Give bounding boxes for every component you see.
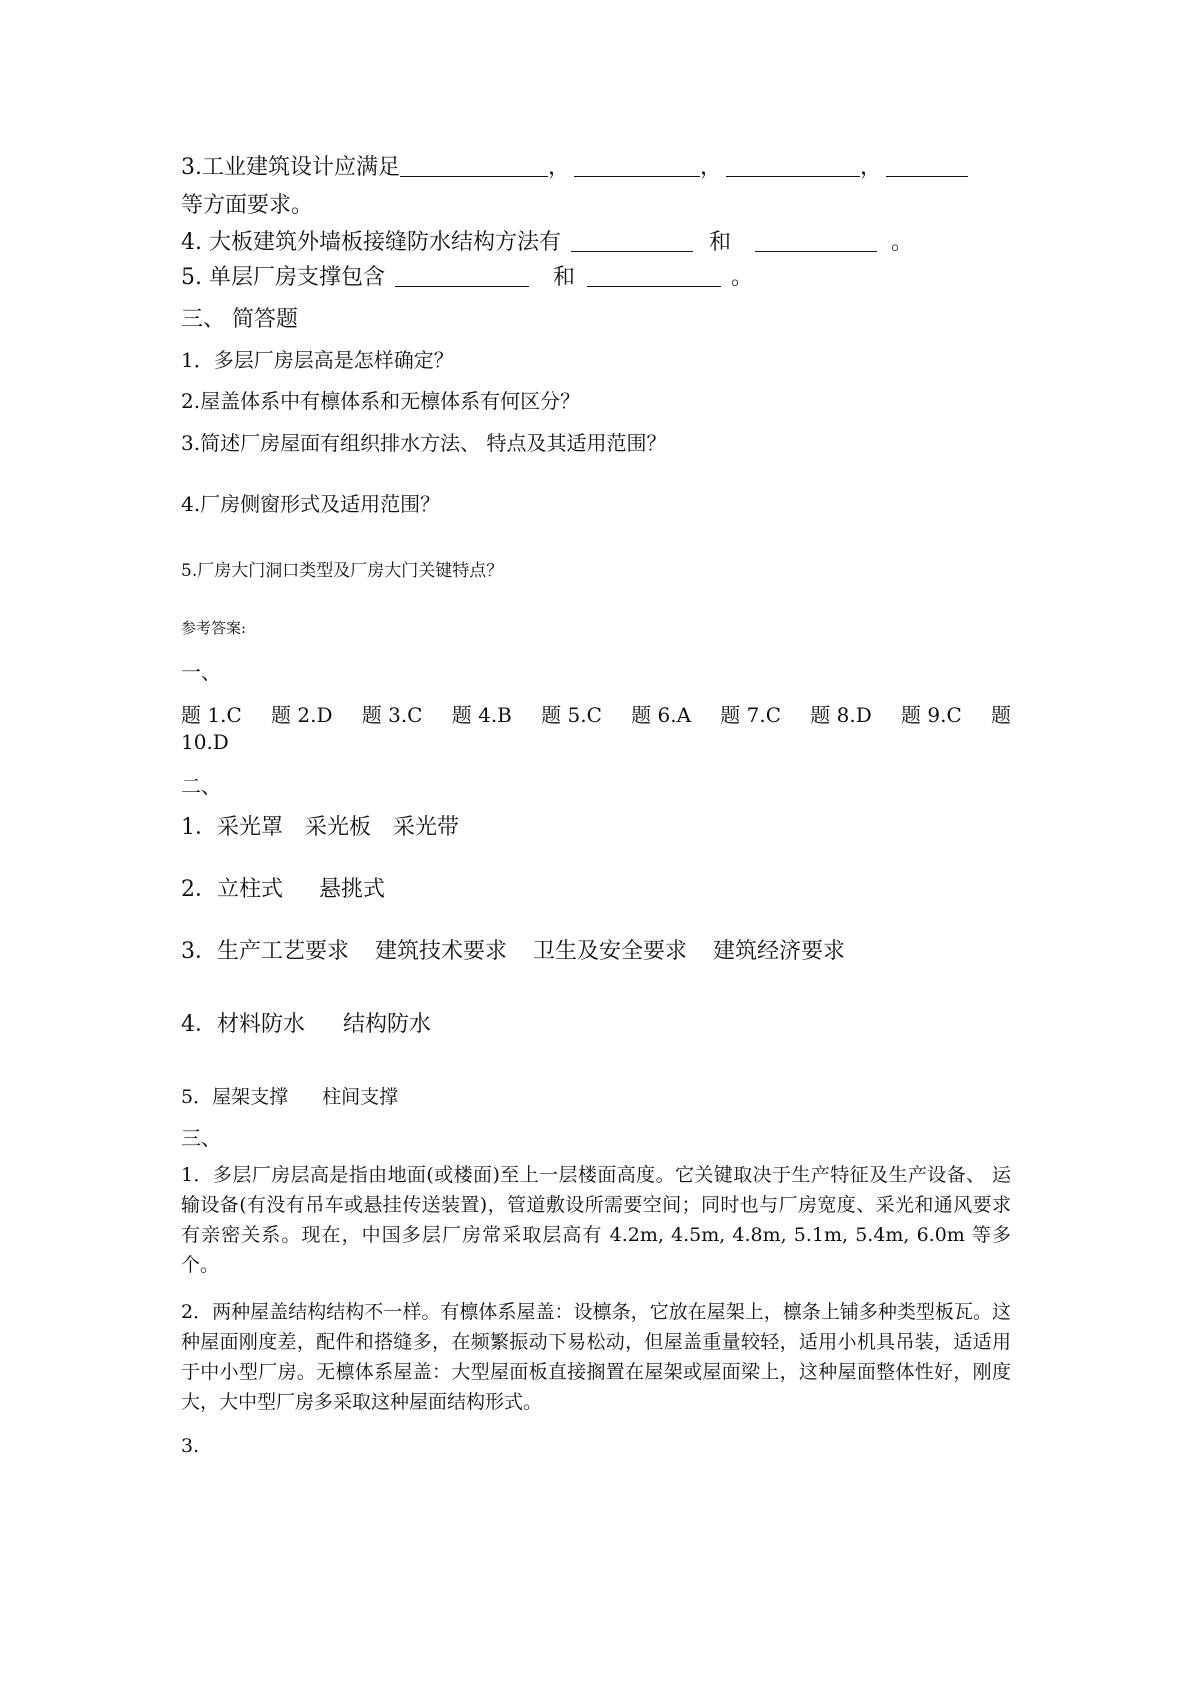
answers-section-2: 二、 <box>181 774 221 798</box>
mc-answer: 题 4.B <box>451 703 512 727</box>
answers-section-1: 一、 <box>181 660 221 684</box>
blank-field[interactable] <box>571 229 693 252</box>
blank-field[interactable] <box>400 154 548 177</box>
short-q2: 2.屋盖体系中有檩体系和无檩体系有何区分？ <box>181 389 581 413</box>
short-q3: 3.简述厂房屋面有组织排水方法、 特点及其适用范围？ <box>181 431 667 455</box>
mc-answer: 题 9.C <box>901 703 962 727</box>
answers-section-3: 三、 <box>181 1126 221 1150</box>
answer-2-3 <box>181 934 845 965</box>
comma: ， <box>548 155 571 180</box>
fill-q3-prefix: 3.工业建筑设计应满足 <box>181 155 400 180</box>
answer-item: 5．屋架支撑 <box>181 1086 289 1108</box>
mc-answer: 题 8.D <box>810 703 872 727</box>
answer-item: 柱间支撑 <box>322 1086 399 1108</box>
blank-field[interactable] <box>755 229 877 252</box>
answer-item: 3．生产工艺要求 <box>181 939 349 964</box>
answer-item: 悬挑式 <box>319 877 386 902</box>
answer-2-4 <box>181 1007 431 1038</box>
answer-3-1: 1．多层厂房层高是指由地面(或楼面)至上一层楼面高度。它关键取决于生产特征及生产设备、 运输设备(有没有吊车或悬挂传送装置)，管道敷设所需要空间；同时也与厂房宽度、采光和通风要求有亲密关系。现在，中国多层厂房常采取层高有 4.2m, 4.5m, 4.8m, 5.1m, 5.4m, 6.0m 等多个。 <box>181 1164 1011 1276</box>
fill-q3-line <box>181 150 968 181</box>
answer-item: 2．立柱式 <box>181 877 283 902</box>
fill-q4-end: 。 <box>891 230 914 255</box>
mc-answer: 题 3.C <box>361 703 423 727</box>
short-q4: 4.厂房侧窗形式及适用范围？ <box>181 492 441 516</box>
fill-q5-prefix: 5. 单层厂房支撑包含 <box>181 265 385 290</box>
section-heading-short-answer: 三、 简答题 <box>181 307 298 332</box>
answer-item: 卫生及安全要求 <box>533 939 688 964</box>
answer-item: 结构防水 <box>343 1012 432 1037</box>
answers-title: 参考答案: <box>181 619 247 637</box>
blank-field[interactable] <box>886 154 968 177</box>
mc-answer: 题 7.C <box>720 703 782 727</box>
comma: ， <box>700 155 723 180</box>
mc-answer: 题 1.C <box>181 703 242 727</box>
fill-q3-suffix: 等方面要求。 <box>181 193 314 218</box>
answer-3-3: 3. <box>181 1435 200 1457</box>
blank-field[interactable] <box>574 154 700 177</box>
answer-item: 采光板 <box>305 815 372 840</box>
fill-q5-end: 。 <box>731 265 754 290</box>
comma: ， <box>860 155 883 180</box>
answer-3-2: 2．两种屋盖结构结构不一样。有檩体系屋盖：设檩条，它放在屋架上，檩条上铺多种类型板瓦。这种屋面刚度差，配件和搭缝多，在频繁振动下易松动，但屋盖重量较轻，适用小机具吊装，适适用于中小型厂房。无檩体系屋盖：大型屋面板直接搁置在屋架或屋面梁上，这种屋面整体性好，刚度大，大中型厂房多采取这种屋面结构形式。 <box>181 1301 1011 1413</box>
mc-answers-row <box>181 699 1011 728</box>
fill-q4-line <box>181 225 913 256</box>
mc-answer: 题 2.D <box>271 703 333 727</box>
answer-item: 4．材料防水 <box>181 1012 305 1037</box>
answer-2-2 <box>181 872 385 903</box>
blank-field[interactable] <box>726 154 860 177</box>
fill-q5-line <box>181 260 753 291</box>
blank-field[interactable] <box>587 264 721 287</box>
answer-item: 建筑经济要求 <box>713 939 846 964</box>
fill-q4-and: 和 <box>709 230 732 255</box>
blank-field[interactable] <box>395 264 529 287</box>
mc-answer: 题 6.A <box>631 703 692 727</box>
answer-2-5 <box>181 1082 398 1109</box>
answer-item: 采光带 <box>393 815 460 840</box>
fill-q5-and: 和 <box>552 265 575 290</box>
answer-item: 建筑技术要求 <box>375 939 508 964</box>
answer-2-1 <box>181 810 459 841</box>
answer-item: 1．采光罩 <box>181 815 283 840</box>
fill-q4-prefix: 4. 大板建筑外墙板接缝防水结构方法有 <box>181 230 561 255</box>
mc-answer: 题 5.C <box>541 703 602 727</box>
short-q1: 1．多层厂房层高是怎样确定？ <box>181 348 454 372</box>
short-q5: 5.厂房大门洞口类型及厂房大门关键特点？ <box>181 561 504 581</box>
mc-answer-last: 10.D <box>181 730 229 754</box>
mc-answer: 题 <box>991 703 1011 727</box>
